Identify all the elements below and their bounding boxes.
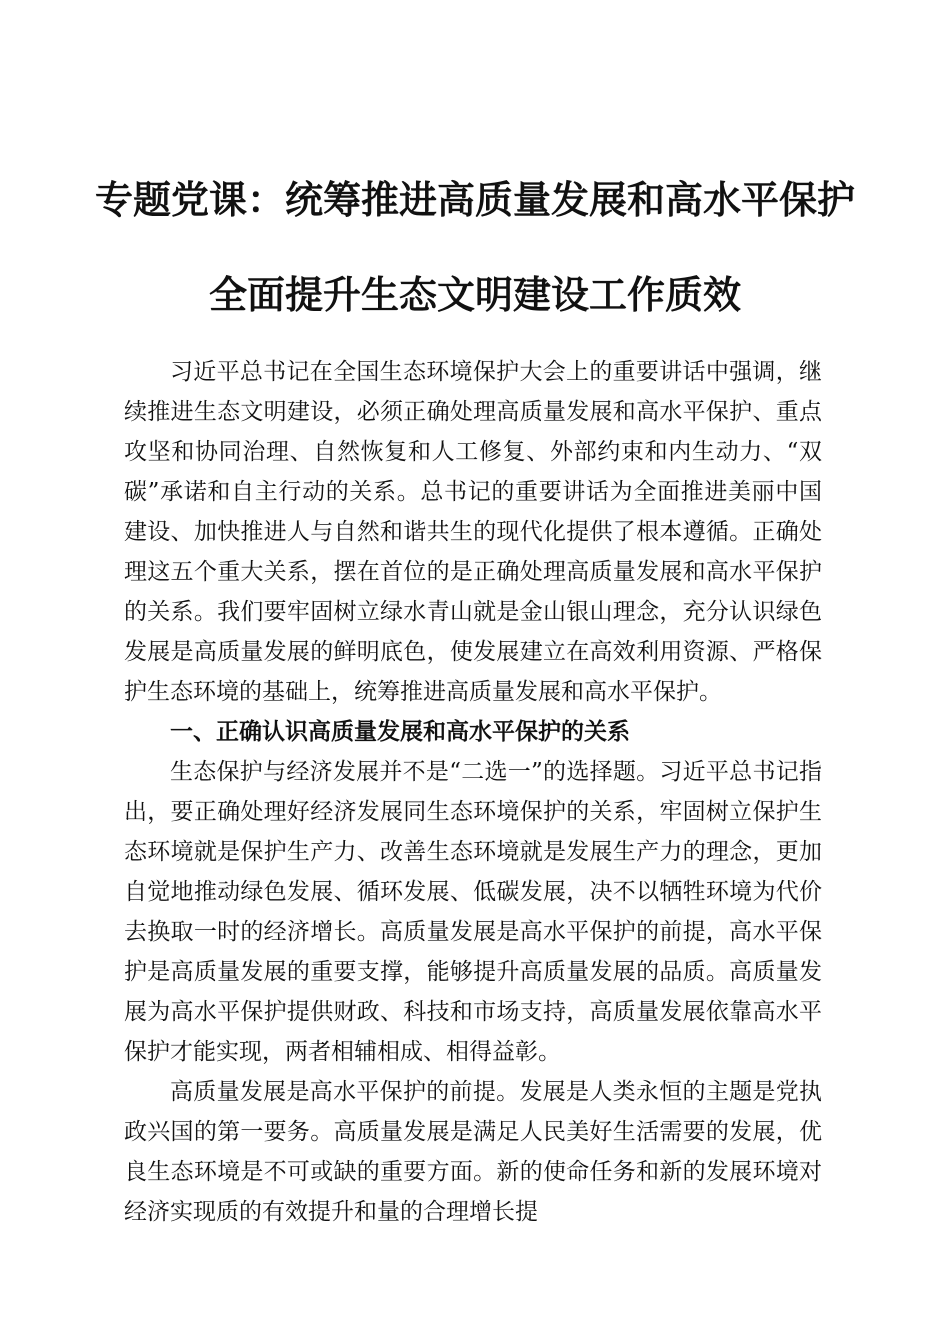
section-1-paragraph-2: 高质量发展是高水平保护的前提。发展是人类永恒的主题是党执政兴国的第一要务。高质量发展是满足人民美好生活需要的发展，优良生态环境是不可或缺的重要方面。新的使命任务和新的发展环境对经济实现质的有效提升和量的合理增长提 — [124, 1079, 822, 1225]
intro-paragraph: 习近平总书记在全国生态环境保护大会上的重要讲话中强调，继续推进生态文明建设，必须正确处理高质量发展和高水平保护、重点攻坚和协同治理、自然恢复和人工修复、外部约束和内生动力、“双碳”承诺和自主行动的关系。总书记的重要讲话为全面推进美丽中国建设、加快推进人与自然和谐共生的现代化提供了根本遵循。正确处理这五个重大关系，摆在首位的是正确处理高质量发展和高水平保护的关系。我们要牢固树立绿水青山就是金山银山理念，充分认识绿色发展是高质量发展的鲜明底色，使发展建立在高效利用资源、严格保护生态环境的基础上，统筹推进高质量发展和高水平保护。 — [124, 359, 822, 705]
section-1-paragraph-1: 生态保护与经济发展并不是“二选一”的选择题。习近平总书记指出，要正确处理好经济发展同生态环境保护的关系，牢固树立保护生态环境就是保护生产力、改善生态环境就是发展生产力的理念，更加自觉地推动绿色发展、循环发展、低碳发展，决不以牺牲环境为代价去换取一时的经济增长。高质量发展是高水平保护的前提，高水平保护是高质量发展的重要支撑，能够提升高质量发展的品质。高质量发展为高水平保护提供财政、科技和市场支持，高质量发展依靠高水平保护才能实现，两者相辅相成、相得益彰。 — [124, 759, 822, 1065]
document-body — [124, 352, 822, 1232]
document-title-line-1: 专题党课：统筹推进高质量发展和高水平保护 — [94, 177, 855, 222]
document-title-line-2: 全面提升生态文明建设工作质效 — [208, 272, 741, 317]
section-1-heading: 一、正确认识高质量发展和高水平保护的关系 — [170, 719, 630, 745]
